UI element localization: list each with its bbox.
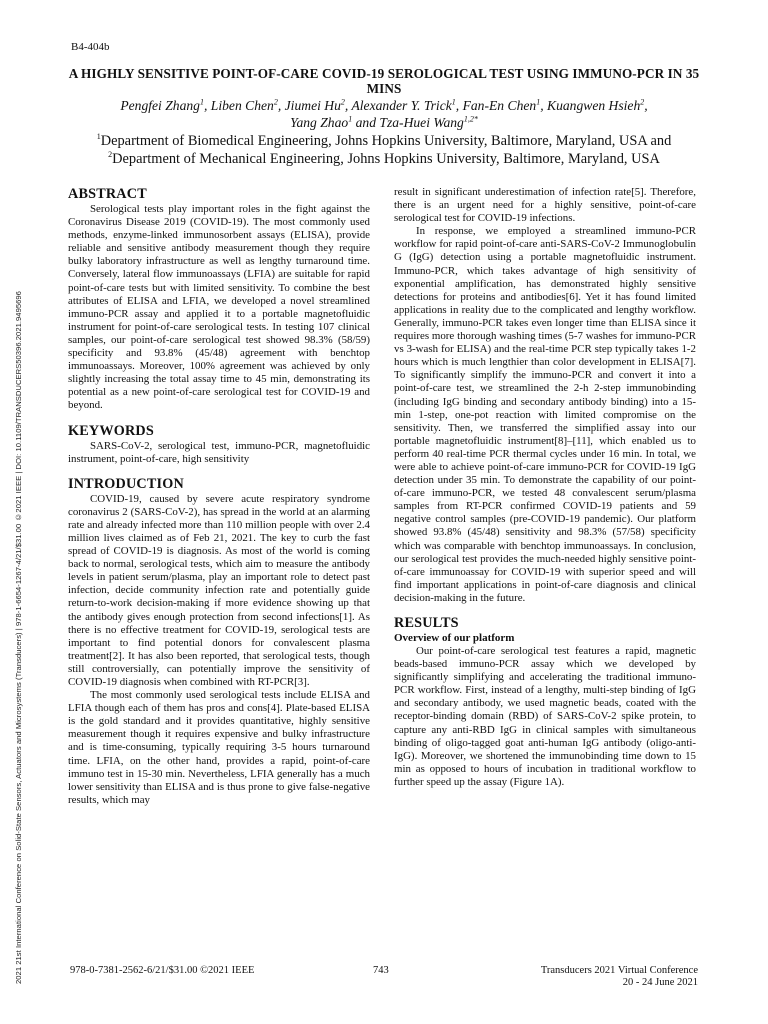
author: Alexander Y. Trick$^1$ xyxy=(351,97,456,113)
author: Yang Zhao$^1$ xyxy=(290,114,353,130)
abstract-heading: ABSTRACT xyxy=(68,186,147,202)
introduction-paragraph-1: COVID-19, caused by severe acute respiratory syndrome coronavirus 2 (SARS-CoV-2), has spread in the world at an alarming rate and already infected more than 110 million people with over 2.4 million lives claimed as of Feb 21, 2021. The key to curb the fast spread of COVID-19 is diagnosis. As most of the world is coming back to normal, serological tests, which aim to measure the antibody levels in patient serum/plasma, play an important role to detect past infection, decide community infection rate and potentially guide return-to-work decision-making if more evidence showing up that the antibody gives enough protection from second infections[1]. As there is no effective treatment for COVID-19, serological tests are important to find potential donors for convalescent plasma treatment[2]. It has also been reported, that serological tests, though still controversially, can potentially improve the sensitivity of COVID-19 diagnosis when combined with RT-PCR[3]. xyxy=(68,492,370,688)
right-column xyxy=(394,186,696,789)
abstract-text: Serological tests play important roles in the fight against the Coronavirus Disease 2019 (COVID-19). The most commonly used methods, enzyme-linked immunosorbent assays (ELISA), provide reliable and sensitive antibody measurement though they require bulky laboratory infrastructure as well as lengthy turnaround time. Conversely, lateral flow immunoassays (LFIA) are suitable for rapid point-of-care tests but with limited sensitivity. To combine the best attributes of ELISA and LFIA, we developed a novel streamlined immuno-PCR assay and applied it to a portable magnetofluidic instrument for point-of-care serological tests. In testing 107 clinical samples, our point-of-care serological test showed 98.3% (58/59) specificity and 93.8% (45/48) agreement with benchtop immunoassays. Moreover, 100% agreement was achieved by only slightly increasing the total assay time to 45 min, demonstrating its potential as a new point-of-care serological test for COVID-19 and beyond. xyxy=(68,203,370,412)
paper-title: A HIGHLY SENSITIVE POINT-OF-CARE COVID-19 SEROLOGICAL TEST USING IMMUNO-PCR IN 35 MINS xyxy=(68,66,700,96)
results-paragraph-1: Our point-of-care serological test features a rapid, magnetic beads-based immuno-PCR assay which we developed by significantly simplifying and accelerating the traditional immuno-PCR workflow. First, instead of a lengthy, multi-step binding of IgG and secondary antibody, we used magnetic beads, coated with the receptor-binding domain (RBD) of SARS-CoV-2 spike protein, to capture any anti-RBD IgG in clinical samples with simultaneous binding of oligo-tagged goat anti-human IgG antibody (oligo-anti-IgG). Moreover, we shortened the immunobinding time down to 15 min as opposed to hours of incubation in traditional workflow to further speed up the assay (Figure 1A). xyxy=(394,645,696,788)
affiliation-2: $^2$Department of Mechanical Engineering, Johns Hopkins University, Baltimore, Maryland, USA xyxy=(108,150,660,167)
introduction-heading: INTRODUCTION xyxy=(68,475,184,492)
doi-sidebar: 2021 21st International Conference on Solid-State Sensors, Actuators and Microsystems (Transducers) | 978-1-6654-1267-4/21/$31.00 ©2021 IEEE | DOI: 10.1109/TRANSDUCERS50396.2021.9495696 xyxy=(14,291,23,984)
author: Tza-Huei Wang$^{1,2*}$ xyxy=(379,114,478,130)
footer-isbn: 978-0-7381-2562-6/21/$31.00 ©2021 IEEE xyxy=(70,965,255,976)
page-number: 743 xyxy=(373,965,389,976)
introduction-paragraph-2: The most commonly used serological tests include ELISA and LFIA though each of them has pros and cons[4]. Plate-based ELISA is the gold standard and it provides quantitative, highly sensitive measurement though it requires expensive and bulky infrastructure and is time-consuming, typically requiring 3-5 hours turnaround time. LFIA, on the other hand, provides a rapid, point-of-care immuno test in 15-30 min. Nevertheless, LFIA generally has a much lower sensitivity than ELISA and is thus prone to give false-negative results, which may xyxy=(68,689,370,806)
author: Fan-En Chen$^1$ xyxy=(462,97,541,113)
keywords-text: SARS-CoV-2, serological test, immuno-PCR, magnetofluidic instrument, point-of-care, high sensitivity xyxy=(68,439,370,465)
author: Jiumei Hu$^2$ xyxy=(284,97,345,113)
results-heading: RESULTS xyxy=(394,615,459,631)
keywords-heading: KEYWORDS xyxy=(68,422,154,439)
left-column xyxy=(68,186,370,807)
footer-conference xyxy=(541,965,698,989)
introduction-paragraph-4: In response, we employed a streamlined immuno-PCR workflow for rapid point-of-care anti-SARS-CoV-2 Immunoglobulin G (IgG) detection using a portable magnetofluidic instrument. Immuno-PCR, which takes advantage of high sensitivity of exponential amplification, has demonstrated highly sensitive detections for proteins and antibodies[6]. Yet it has found limited applications in reality due to the complicated and lengthy workflow. Generally, immuno-PCR takes even longer time than ELISA since it requires more thorough washing times (5-7 washes for immuno-PCR vs 3-wash for ELISA) and the real-time PCR step typically takes 1-2 hours which is much lengthier than color development in ELISA[7]. To significantly simplify the immuno-PCR and convert it into a point-of-care test, we streamlined the 2-h 2-step immunobinding (including IgG binding and secondary antibody binding) into a 15-min 1-step, one-pot reaction with limited compromise on the sensitivity. Then, we transferred the simplified assay into our portable magnetofluidic instrument[8]–[11], which enabled us to perform 40 real-time PCR thermal cycles under 16 min. In total, we were able to achieve point-of-care immuno-PCR for COVID-19 IgG detection under 35 min. To demonstrate the capability of our point-of-care immuno-PCR, we tested 48 convalescent serum/plasma samples from RT-PCR confirmed COVID-19 patients and 59 negative control samples (pre-COVID-19 pandemic). Our platform showed 93.8% (45/48) sensitivity and 98.3% (57/58) specificity which was comparable with benchtop immunoassays. In conclusion, our serological test provides the much-needed highly sensitive point-of-care immunoassay for COVID-19 with superior speed and will find important applications in point-of-care diagnosis and clinical decision-making in the future. xyxy=(394,225,696,604)
introduction-paragraph-3: result in significant underestimation of infection rate[5]. Therefore, there is an urgent need for a highly sensitive, point-of-care serological test for COVID-19 infections. xyxy=(394,186,696,225)
author: Kuangwen Hsieh$^2$ xyxy=(547,97,645,113)
author-list: Pengfei Zhang$^1$, Liben Chen$^2$, Jiumei Hu$^2$, Alexander Y. Trick$^1$, Fan-En Chen$^1$, Kuangwen Hsieh$^2$, Yang Zhao$^1$ and Tza-Huei Wang$^{1,2*}$ xyxy=(120,97,648,130)
affiliation-1: $^1$Department of Biomedical Engineering, Johns Hopkins University, Baltimore, Maryland, USA and xyxy=(96,132,672,149)
affiliations xyxy=(60,132,708,168)
author: Liben Chen$^2$ xyxy=(210,97,278,113)
paper-code: B4-404b xyxy=(71,41,110,53)
conference-name: Transducers 2021 Virtual Conference xyxy=(540,965,698,976)
results-subheading: Overview of our platform xyxy=(394,632,515,644)
conference-dates: 20 - 24 June 2021 xyxy=(622,977,698,988)
author: Pengfei Zhang$^1$ xyxy=(120,97,204,113)
